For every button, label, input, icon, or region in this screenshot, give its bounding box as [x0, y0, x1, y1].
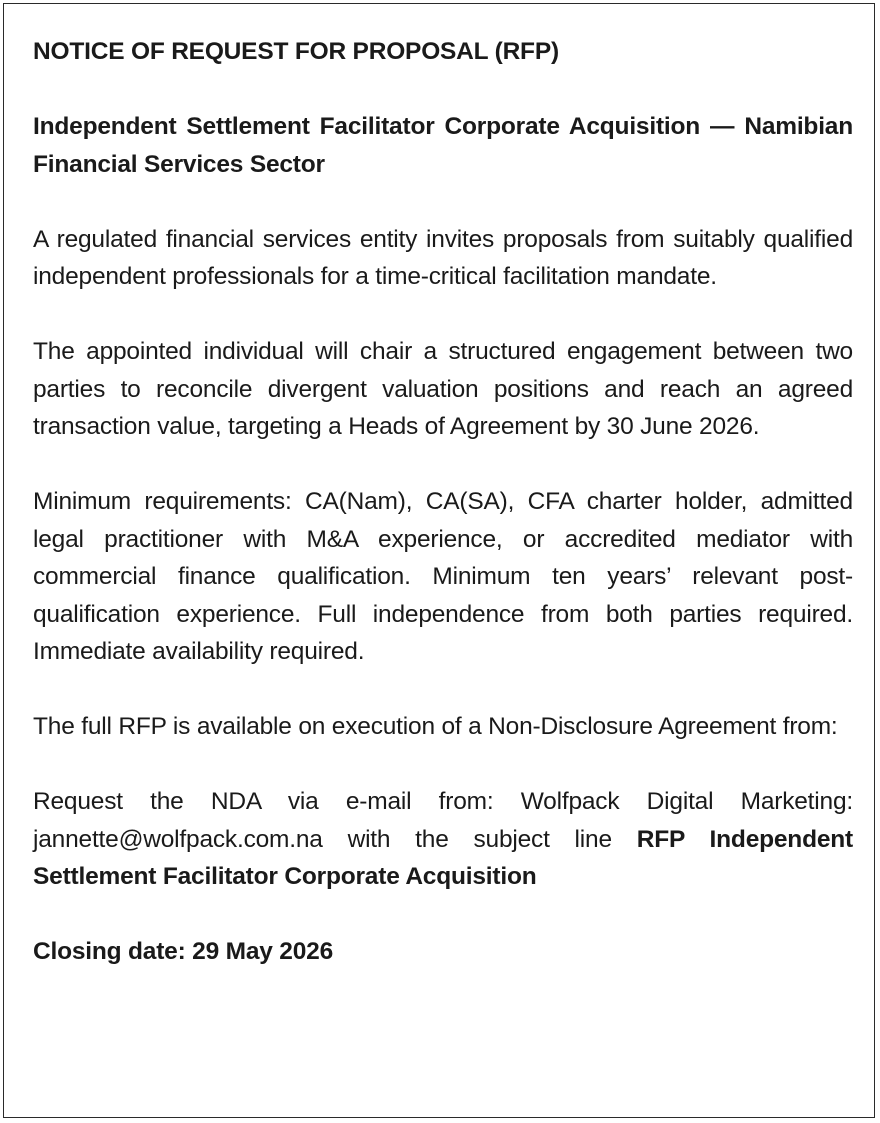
intro-paragraph: A regulated financial services entity invites proposals from suitably qualified independent professionals for a time-critical facilitation mandate.	[33, 225, 853, 290]
mandate-paragraph: The appointed individual will chair a structured engagement between two parties to reconcile divergent valuation positions and reach an agreed transaction value, targeting a Heads of Agreement by 30 June 2026.	[33, 338, 853, 440]
requirements-paragraph: Minimum requirements: CA(Nam), CA(SA), CFA charter holder, admitted legal practitioner with M&A experience, or accredited mediator with commercial finance qualification. Minimum ten years’ relevant post-qualification experience. Full independence from both parties required. Immediate availability required.	[33, 488, 853, 665]
request-prefix: Request the NDA via e-mail from: Wolfpack Digital Marketing: jannette@wolfpack.com.na with the subject line	[33, 788, 853, 853]
request-paragraph	[33, 783, 853, 896]
notice-title: NOTICE OF REQUEST FOR PROPOSAL (RFP)	[33, 38, 559, 65]
closing-date: Closing date: 29 May 2026	[33, 938, 334, 965]
subject-line: RFP Independent Settlement Facilitator Corporate Acquisition	[33, 825, 853, 890]
availability-paragraph: The full RFP is available on execution of a Non-Disclosure Agreement from:	[33, 713, 838, 740]
notice-frame	[3, 3, 875, 1118]
notice-content	[33, 33, 853, 971]
notice-subtitle: Independent Settlement Facilitator Corporate Acquisition — Namibian Financial Services Sector	[33, 113, 853, 178]
